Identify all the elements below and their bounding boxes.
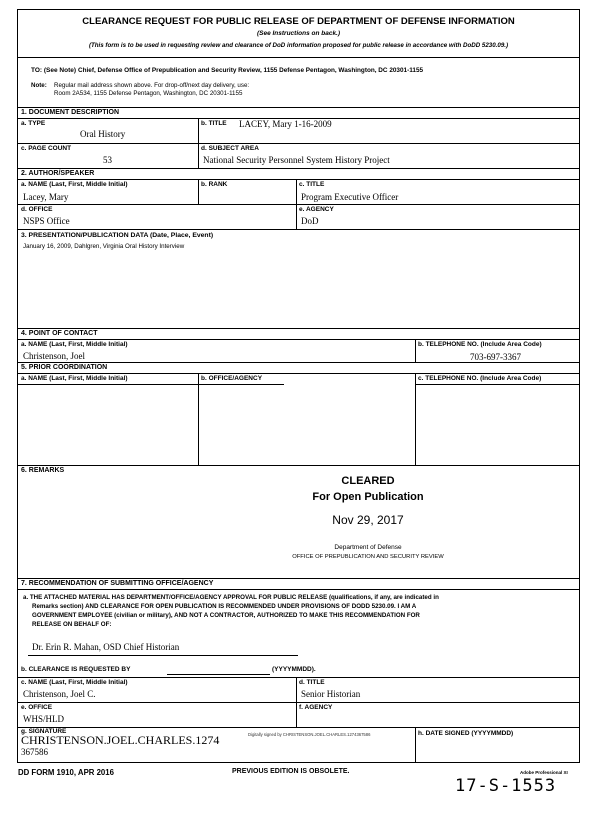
edition-notice: PREVIOUS EDITION IS OBSOLETE. [232,768,350,775]
presentation-data-value[interactable]: January 16, 2009, Dahlgren, Virginia Oral History Interview [23,243,185,250]
section-6-title: 6. REMARKS [21,467,65,474]
coord-office-label: b. OFFICE/AGENCY [201,375,263,382]
title-label: b. TITLE [201,120,227,127]
agency-value[interactable]: DoD [301,216,319,226]
subject-area-value[interactable]: National Security Personnel System History Project [203,155,390,165]
stamp-office: OFFICE OF PREPUBLICATION AND SECURITY REVIEW [292,554,444,560]
on-behalf-of-line [28,655,298,656]
type-value[interactable]: Oral History [80,129,126,139]
section-1-title: 1. DOCUMENT DESCRIPTION [21,109,120,116]
section-4-title: 4. POINT OF CONTACT [21,330,98,337]
clearance-request-form [17,9,580,763]
case-number: 17-S-1553 [455,776,557,796]
coord-phone-label: c. TELEPHONE NO. (Include Area Code) [418,375,542,382]
stamp-cleared: CLEARED [341,475,395,487]
clearance-requested-label: b. CLEARANCE IS REQUESTED BY [21,666,131,673]
agency-label: e. AGENCY [299,206,334,213]
recommendation-line-3: GOVERNMENT EMPLOYEE (civilian or military), AND NOT A CONTRACTOR, AUTHORIZED TO MAKE THIS RECOMMENDATION FOR [32,612,420,619]
form-title: CLEARANCE REQUEST FOR PUBLIC RELEASE OF DEPARTMENT OF DEFENSE INFORMATION [82,16,515,27]
section-2-title: 2. AUTHOR/SPEAKER [21,170,95,177]
office-value[interactable]: NSPS Office [23,216,70,226]
clearance-date-format: (YYYYMMDD). [272,666,316,673]
recommendation-line-4: RELEASE ON BEHALF OF: [32,621,112,628]
section-3-title: 3. PRESENTATION/PUBLICATION DATA (Date, Place, Event) [21,232,214,239]
recommender-name-label: c. NAME (Last, First, Middle Initial) [21,679,128,686]
author-title-label: c. TITLE [299,181,325,188]
poc-phone-label: b. TELEPHONE NO. (Include Area Code) [418,341,542,348]
signature-label: g. SIGNATURE [21,728,67,735]
section-5-title: 5. PRIOR COORDINATION [21,364,108,371]
to-label: TO: (See Note) [31,67,77,74]
rank-label: b. RANK [201,181,228,188]
author-name-value[interactable]: Lacey, Mary [23,192,69,202]
recommendation-line-2: Remarks section) AND CLEARANCE FOR OPEN PUBLICATION IS RECOMMENDED UNDER PROVISIONS OF DODD 5230.09. I AM A [32,603,417,610]
digital-signature-block[interactable]: Digitally signed by CHRISTENSON.JOEL.CHARLES.1274367586 [248,732,371,737]
subject-area-label: d. SUBJECT AREA [201,145,259,152]
to-address: Chief, Defense Office of Prepublication and Security Review, 1155 Defense Pentagon, Washington, DC 20301-1155 [78,67,424,74]
type-label: a. TYPE [21,120,46,127]
recommender-office-value[interactable]: WHS/HLD [23,714,64,724]
page-count-value[interactable]: 53 [103,155,112,165]
poc-phone-value[interactable]: 703-697-3367 [470,352,521,362]
date-signed-label: h. DATE SIGNED (YYYYMMDD) [418,730,514,737]
recommender-name-value[interactable]: Christenson, Joel C. [23,689,96,699]
on-behalf-of-value[interactable]: Dr. Erin R. Mahan, OSD Chief Historian [32,642,180,652]
coord-name-label: a. NAME (Last, First, Middle Initial) [21,375,128,382]
title-value[interactable]: LACEY, Mary 1-16-2009 [239,119,332,129]
poc-name-label: a. NAME (Last, First, Middle Initial) [21,341,128,348]
form-purpose: (This form is to be used in requesting review and clearance of DoD information proposed for public release in accordance with DoDD 5230.09.) [88,42,509,49]
section-7-title: 7. RECOMMENDATION OF SUBMITTING OFFICE/AGENCY [21,580,214,587]
software-label: Adobe Professional XI [520,770,568,775]
stamp-department: Department of Defense [334,544,402,551]
recommender-title-label: d. TITLE [299,679,325,686]
signature-name-line-1: CHRISTENSON.JOEL.CHARLES.1274 [21,733,220,747]
recommender-title-value[interactable]: Senior Historian [301,689,361,699]
page-count-label: c. PAGE COUNT [21,145,72,152]
recommender-office-label: e. OFFICE [21,704,53,711]
stamp-open-publication: For Open Publication [312,491,424,503]
note-line-2: Room 2A534, 1155 Defense Pentagon, Washington, DC 20301-1155 [54,90,243,97]
clearance-date-field[interactable] [167,674,270,675]
signature-name-line-2: 367586 [21,747,48,757]
form-id: DD FORM 1910, APR 2016 [18,768,114,777]
note-label: Note: [31,82,47,89]
note-line-1: Regular mail address shown above. For drop-off/next day delivery, use: [54,82,250,89]
office-label: d. OFFICE [21,206,53,213]
recommendation-line-1: a. THE ATTACHED MATERIAL HAS DEPARTMENT/OFFICE/AGENCY APPROVAL FOR PUBLIC RELEASE (qualifications, if any, are indicated in [23,594,439,601]
form-subtitle: (See Instructions on back.) [256,30,341,37]
stamp-date: Nov 29, 2017 [332,513,404,527]
author-name-label: a. NAME (Last, First, Middle Initial) [21,181,128,188]
cleared-stamp [158,475,578,560]
author-title-value[interactable]: Program Executive Officer [301,192,399,202]
poc-name-value[interactable]: Christenson, Joel [23,351,85,361]
recommender-agency-label: f. AGENCY [299,704,333,711]
